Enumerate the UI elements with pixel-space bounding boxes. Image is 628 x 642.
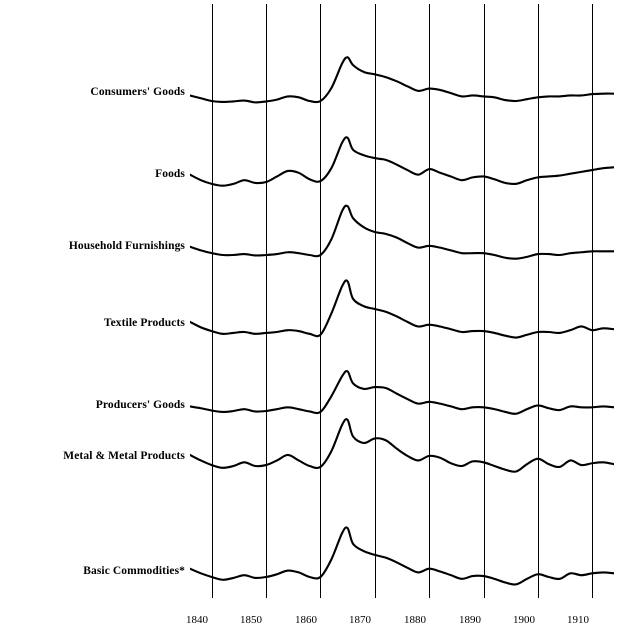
series-label-consumers-goods: Consumers' Goods — [90, 86, 185, 98]
series-label-household-furnishings: Household Furnishings — [68, 240, 185, 252]
xtick-1840: 1840 — [186, 614, 208, 626]
series-label-foods: Foods — [155, 168, 185, 180]
curve-metal-metal-products — [190, 419, 614, 472]
series-curves — [190, 57, 614, 584]
series-label-metal-and-metal-products: Metal & Metal Products — [63, 450, 185, 462]
series-label-producers-goods: Producers' Goods — [95, 399, 185, 411]
xtick-1870: 1870 — [349, 614, 371, 626]
xtick-1860: 1860 — [295, 614, 317, 626]
curve-basic-commodities — [190, 527, 614, 584]
curve-household-furnishings — [190, 206, 614, 259]
series-label-basic-commodities: Basic Commodities* — [83, 565, 185, 577]
plot-area — [190, 4, 614, 598]
curve-consumers-goods — [190, 57, 614, 102]
series-label-textile-products: Textile Products — [103, 317, 185, 329]
plot-svg — [190, 4, 614, 598]
xtick-1850: 1850 — [240, 614, 262, 626]
xtick-1880: 1880 — [404, 614, 426, 626]
curve-producers-goods — [190, 371, 614, 414]
xtick-1890: 1890 — [459, 614, 481, 626]
xtick-1900: 1900 — [513, 614, 535, 626]
curve-textile-products — [190, 280, 614, 337]
gridlines — [213, 4, 593, 598]
curve-foods — [190, 137, 614, 185]
xtick-1910: 1910 — [567, 614, 589, 626]
